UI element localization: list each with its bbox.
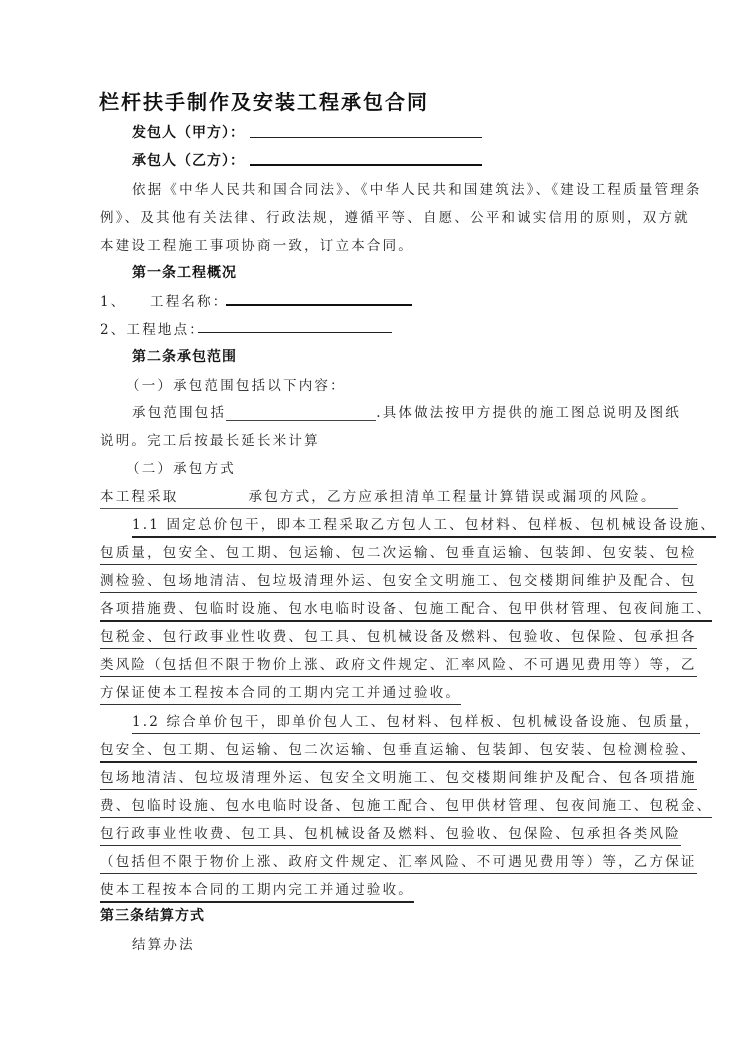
article1-heading: 第一条工程概况	[132, 265, 237, 281]
preamble-line: 例》、及其他有关法律、行政法规，遵循平等、自愿、公平和诚实信用的原则，双方就	[100, 210, 690, 226]
settlement-method-label: 结算办法	[132, 937, 195, 953]
clause-1-2-line: 包行政事业性收费、包工具、包机械设备及燃料、包验收、包保险、包承担各类风险	[100, 826, 681, 846]
party-b-label: 承包人（乙方）：	[132, 153, 245, 169]
clause-1-2-line: 包场地清洁、包垃圾清理外运、包安全文明施工、包交楼期间维护及配合、包各项措施	[100, 770, 697, 790]
preamble-line: 依据《中华人民共和国合同法》、《中华人民共和国建筑法》、《建设工程质量管理条	[132, 182, 702, 198]
article2-heading: 第二条承包范围	[132, 349, 237, 365]
scope-subheading: （一）承包范围包括以下内容：	[126, 378, 346, 394]
item1-number: 1、	[100, 294, 127, 310]
method-subheading: （二）承包方式	[126, 461, 236, 477]
article3-heading: 第三条结算方式	[100, 908, 205, 924]
clause-1-2-line: 包安全、包工期、包运输、包二次运输、包垂直运输、包装卸、包安装、包检测检验、	[100, 742, 697, 763]
method-suffix: 承包方式，乙方应承担清单工程量计算错误或漏项的风险。	[248, 489, 657, 505]
party-a-field[interactable]	[250, 137, 482, 138]
clause-1-1-line: 1.1 固定总价包干，即本工程采取乙方包人工、包材料、包样板、包机械设备设施、	[132, 517, 716, 538]
method-prefix: 本工程采取	[100, 489, 179, 505]
scope-suffix: .具体做法按甲方提供的施工图总说明及图纸	[376, 405, 681, 421]
document-title: 栏杆扶手制作及安装工程承包合同	[99, 90, 429, 114]
clause-1-2-line: 1.2 综合单价包干，即单价包人工、包材料、包样板、包机械设备设施、包质量，	[132, 714, 700, 734]
scope-line-2: 说明。完工后按最长延长米计算	[100, 433, 320, 449]
scope-prefix: 承包范围包括	[132, 405, 227, 421]
project-name-label: 工程名称：	[150, 294, 229, 310]
clause-1-1-line: 方保证使本工程按本合同的工期内完工并通过验收。	[100, 685, 461, 705]
clause-1-1-line: 测检验、包场地清洁、包垃圾清理外运、包安全文明施工、包交楼期间维护及配合、包	[100, 573, 697, 593]
scope-field[interactable]	[226, 406, 376, 421]
clause-1-1-line: 类风险（包括但不限于物价上涨、政府文件规定、汇率风险、不可遇见费用等）等，乙	[100, 657, 697, 677]
method-line	[100, 485, 678, 509]
clause-1-1-line: 各项措施费、包临时设施、包水电临时设备、包施工配合、包甲供材管理、包夜间施工、	[100, 601, 712, 622]
project-location-field[interactable]	[198, 332, 392, 333]
party-a-label: 发包人（甲方）：	[132, 125, 245, 141]
clause-1-2-line: （包括但不限于物价上涨、政府文件规定、汇率风险、不可遇见费用等）等，乙方保证	[100, 854, 697, 874]
project-name-field[interactable]	[226, 304, 412, 306]
party-b-field[interactable]	[250, 164, 482, 166]
clause-1-2-line: 费、包临时设施、包水电临时设备、包施工配合、包甲供材管理、包夜间施工、包税金、	[100, 798, 712, 818]
clause-1-1-line: 包质量，包安全、包工期、包运输、包二次运输、包垂直运输、包装卸、包安装、包检	[100, 545, 697, 565]
project-location-label: 2、工程地点：	[100, 322, 205, 338]
clause-1-1-line: 包税金、包行政事业性收费、包工具、包机械设备及燃料、包验收、包保险、包承担各	[100, 629, 697, 649]
scope-line	[132, 401, 681, 421]
preamble-line: 本建设工程施工事项协商一致，订立本合同。	[100, 238, 414, 254]
clause-1-2-line: 使本工程按本合同的工期内完工并通过验收。	[100, 882, 414, 903]
